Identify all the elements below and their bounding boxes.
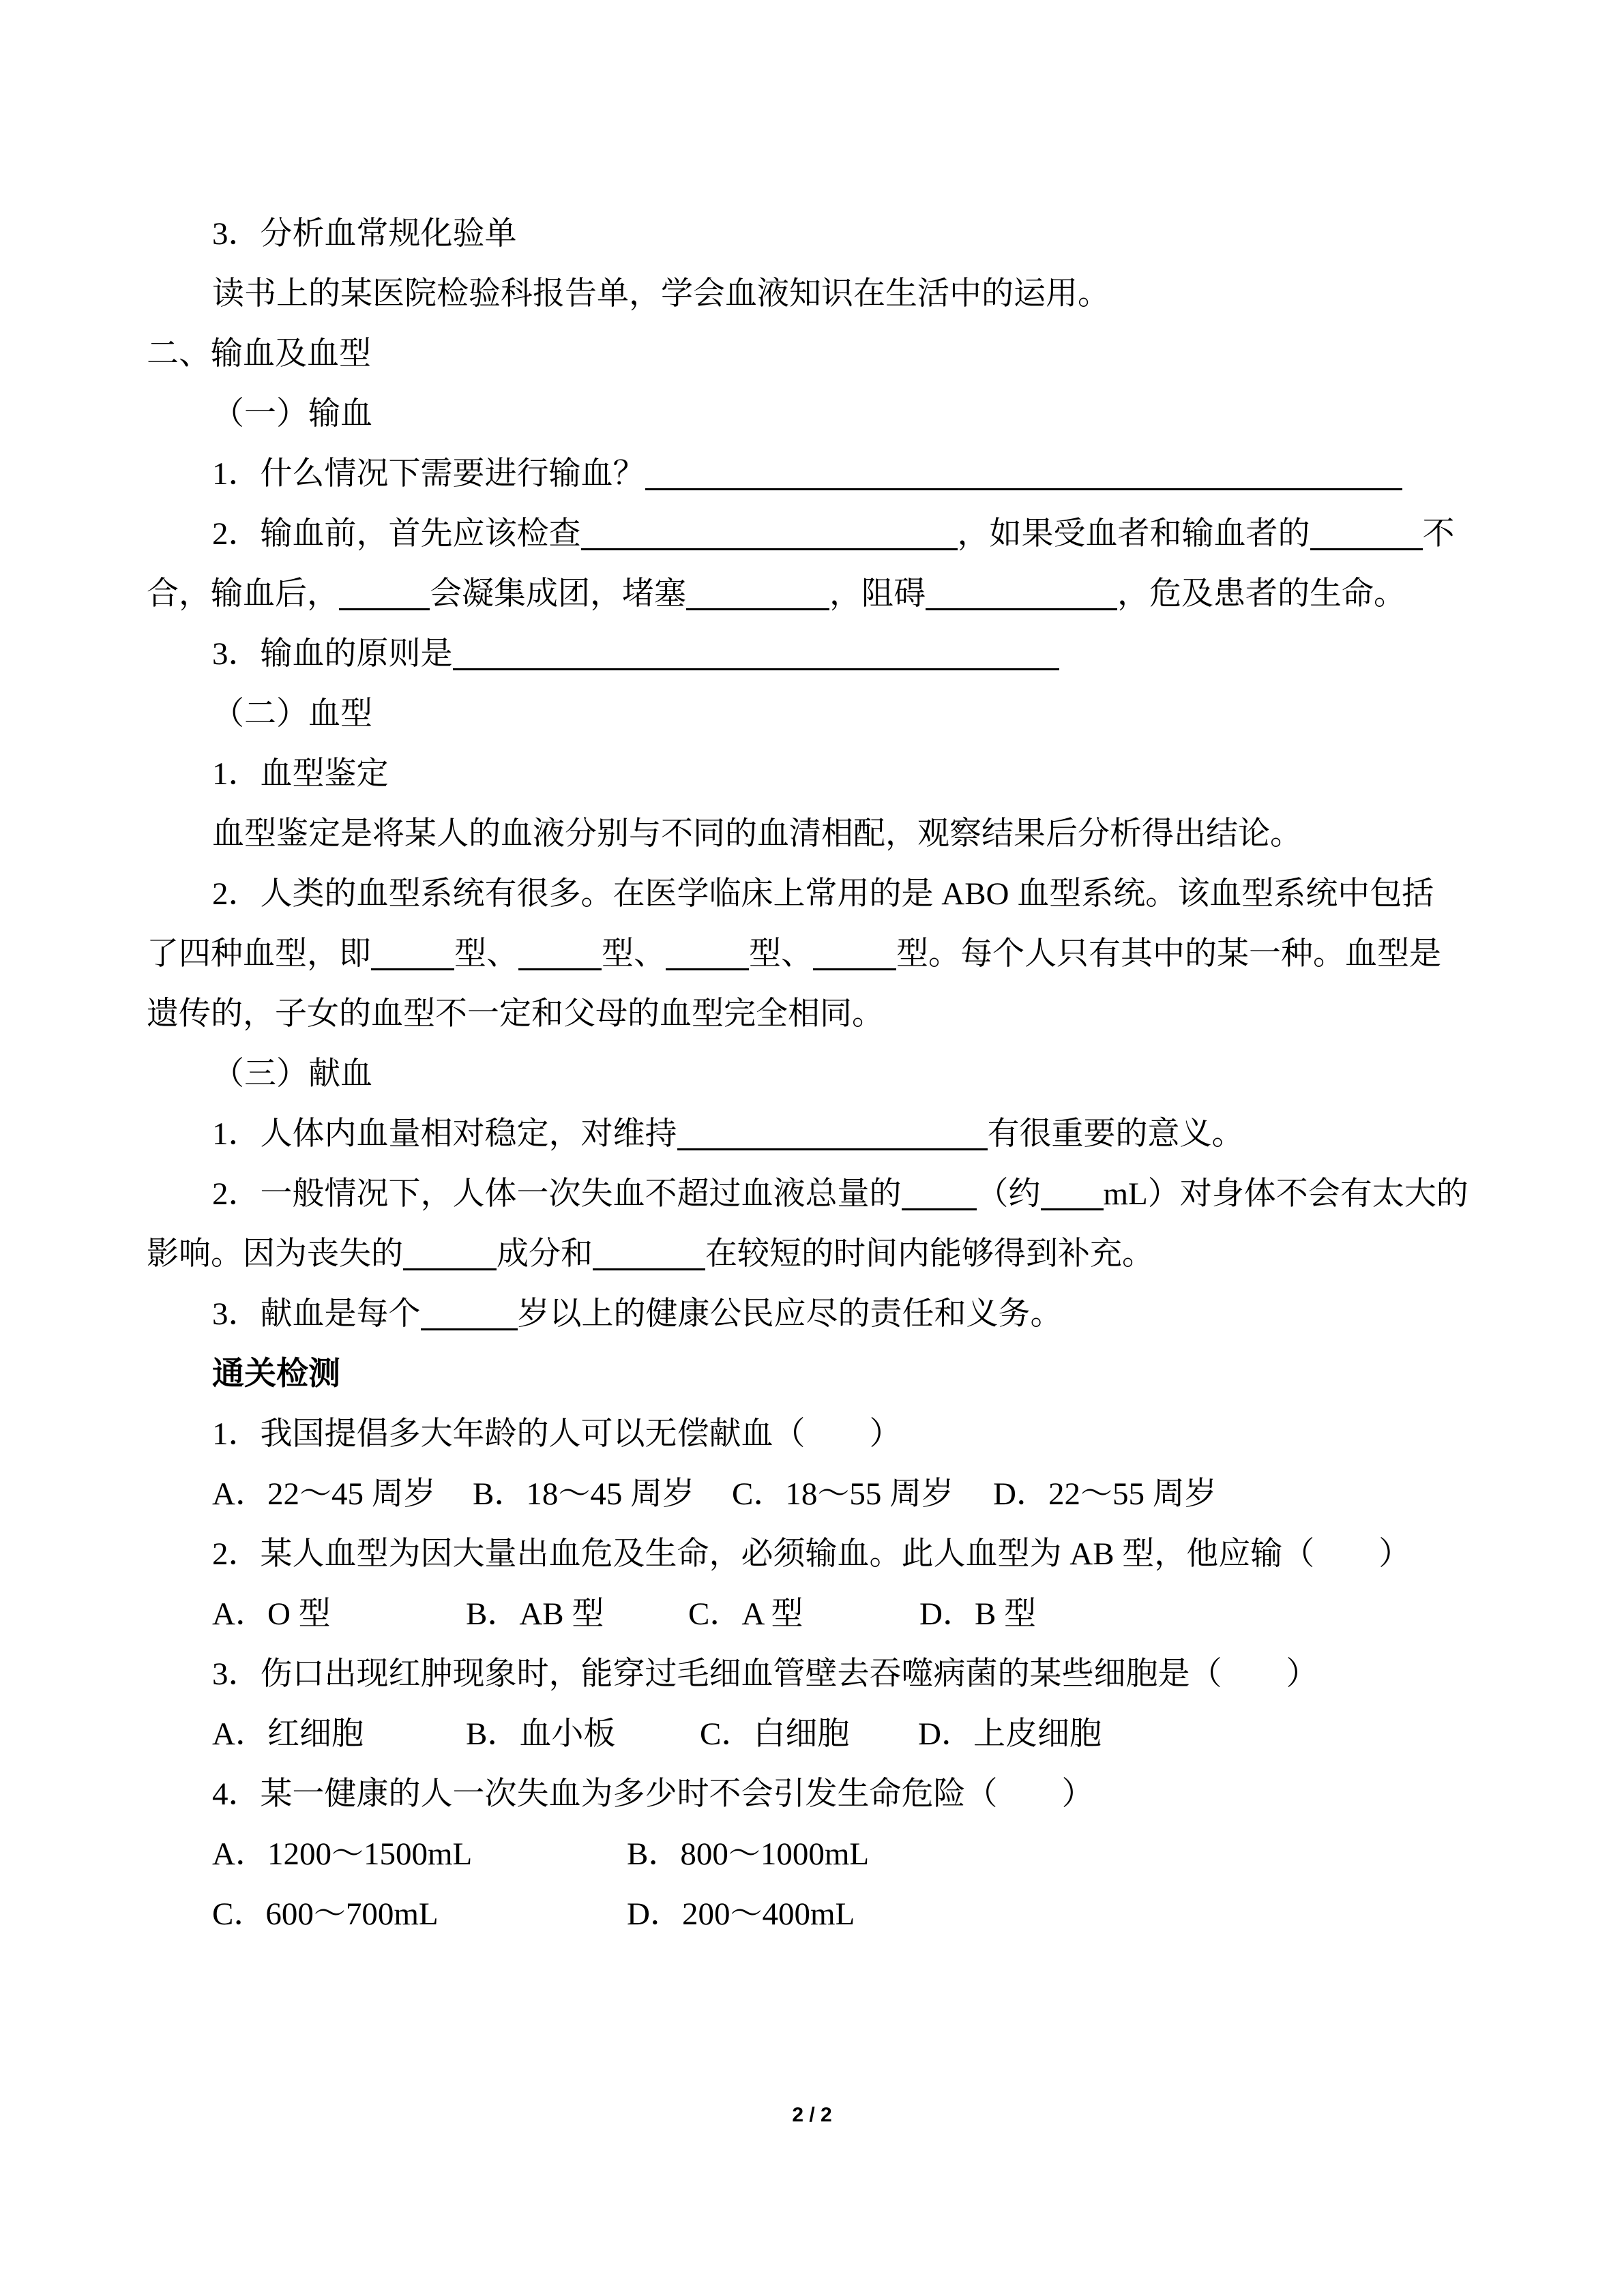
option-c: C．白细胞 xyxy=(700,1716,850,1752)
question-text: 成分和 xyxy=(497,1236,593,1272)
paragraph-text: 型、 xyxy=(749,936,813,972)
option-c: C．A 型 xyxy=(688,1596,803,1632)
paragraph-text: 型。每个人只有其中的某一种。血型是 xyxy=(896,936,1441,972)
question-text: 1．人体内血量相对稳定，对维持 xyxy=(212,1116,677,1152)
blood-report-item-title: 3．分析血常规化验单 xyxy=(212,216,517,252)
quiz-question-2-options xyxy=(147,1584,1477,1644)
answer-blank xyxy=(813,941,896,970)
option-a: A．O 型 xyxy=(212,1596,331,1632)
option-c: C．18～55 周岁 xyxy=(732,1476,954,1512)
blood-report-item-text: 读书上的某医院检验科报告单，学会血液知识在生活中的运用。 xyxy=(212,276,1110,312)
transfusion-question-1 xyxy=(147,444,1477,504)
donation-subtitle: （三）献血 xyxy=(212,1056,372,1092)
question-text: 2．一般情况下，人体一次失血不超过血液总量的 xyxy=(212,1176,902,1212)
quiz-question-3-stem: 3．伤口出现红肿现象时，能穿过毛细血管壁去吞噬病菌的某些细胞是（ ） xyxy=(212,1656,1318,1692)
quiz-question-2-stem: 2．某人血型为因大量出血危及生命，必须输血。此人血型为 AB 型，他应输（ ） xyxy=(212,1536,1411,1572)
answer-blank xyxy=(1041,1181,1104,1210)
answer-blank xyxy=(593,1241,705,1270)
option-d: D．B 型 xyxy=(919,1596,1037,1632)
option-a: A．1200～1500mL xyxy=(212,1836,473,1872)
transfusion-question-3 xyxy=(147,624,1477,684)
answer-blank xyxy=(581,521,958,550)
answer-blank xyxy=(339,581,430,610)
question-text: 不 xyxy=(1422,516,1455,552)
answer-blank xyxy=(686,581,829,610)
question-text: （约 xyxy=(976,1176,1041,1212)
blood-type-item-2-line-3: 遗传的，子女的血型不一定和父母的血型完全相同。 xyxy=(147,996,884,1032)
question-text: 在较短的时间内能够得到补充。 xyxy=(705,1236,1154,1272)
section-two-title: 二、输血及血型 xyxy=(147,336,371,372)
donation-item-2-line-2 xyxy=(147,1224,1477,1284)
blood-type-subtitle: （二）血型 xyxy=(212,696,372,732)
answer-blank xyxy=(1310,521,1423,550)
paragraph-text: 了四种血型，即 xyxy=(147,936,371,972)
quiz-question-4-options-row-2 xyxy=(147,1884,1477,1944)
question-text: 有很重要的意义。 xyxy=(987,1116,1244,1152)
answer-blank xyxy=(902,1181,977,1210)
option-d: D．22～55 周岁 xyxy=(993,1476,1217,1512)
question-text: mL）对身体不会有太大的 xyxy=(1103,1176,1468,1212)
question-text: ，危及患者的生命。 xyxy=(1117,576,1406,612)
quiz-title: 通关检测 xyxy=(212,1356,340,1392)
option-c: C．600～700mL xyxy=(212,1896,439,1932)
blood-type-item-1-text: 血型鉴定是将某人的血液分别与不同的血清相配，观察结果后分析得出结论。 xyxy=(212,816,1302,852)
answer-blank xyxy=(666,941,749,970)
page-content xyxy=(147,204,1477,1944)
question-text: 2．输血前，首先应该检查 xyxy=(212,516,581,552)
question-text: 会凝集成团，堵塞 xyxy=(430,576,686,612)
option-d: D．200～400mL xyxy=(627,1896,855,1932)
transfusion-question-2-line-2 xyxy=(147,564,1477,624)
answer-blank xyxy=(403,1241,497,1270)
answer-blank xyxy=(926,581,1117,610)
donation-item-2-line-1 xyxy=(147,1164,1477,1224)
quiz-question-3-options xyxy=(147,1704,1477,1764)
paragraph-text: 型、 xyxy=(454,936,518,972)
question-text: 3．献血是每个 xyxy=(212,1296,421,1332)
answer-blank xyxy=(453,641,1059,670)
question-text: 3．输血的原则是 xyxy=(212,636,453,672)
blood-type-item-2-line-1: 2．人类的血型系统有很多。在医学临床上常用的是 ABO 血型系统。该血型系统中包括 xyxy=(212,876,1434,912)
transfusion-question-2-line-1 xyxy=(147,504,1477,564)
paragraph-text: 型、 xyxy=(602,936,666,972)
option-b: B．18～45 周岁 xyxy=(473,1476,695,1512)
answer-blank xyxy=(645,461,1402,490)
blood-type-item-2-line-2 xyxy=(147,924,1477,984)
quiz-question-4-stem: 4．某一健康的人一次失血为多少时不会引发生命危险（ ） xyxy=(212,1776,1094,1812)
donation-item-3 xyxy=(147,1284,1477,1344)
question-text: ，阻碍 xyxy=(829,576,926,612)
question-text: 合，输血后， xyxy=(147,576,339,612)
option-b: B．血小板 xyxy=(466,1716,616,1752)
question-text: 1．什么情况下需要进行输血？ xyxy=(212,456,645,492)
option-a: A．22～45 周岁 xyxy=(212,1476,436,1512)
answer-blank xyxy=(371,941,454,970)
donation-item-1 xyxy=(147,1104,1477,1164)
question-text: 岁以上的健康公民应尽的责任和义务。 xyxy=(517,1296,1063,1332)
option-b: B．800～1000mL xyxy=(627,1836,870,1872)
quiz-question-1-stem: 1．我国提倡多大年龄的人可以无偿献血（ ） xyxy=(212,1416,902,1452)
quiz-question-4-options-row-1 xyxy=(147,1824,1477,1884)
option-d: D．上皮细胞 xyxy=(918,1716,1102,1752)
transfusion-subtitle: （一）输血 xyxy=(212,396,372,432)
question-text: ，如果受血者和输血者的 xyxy=(957,516,1310,552)
answer-blank xyxy=(518,941,602,970)
option-b: B．AB 型 xyxy=(466,1596,604,1632)
question-text: 影响。因为丧失的 xyxy=(147,1236,403,1272)
answer-blank xyxy=(421,1301,518,1330)
option-a: A．红细胞 xyxy=(212,1716,364,1752)
answer-blank xyxy=(677,1121,988,1150)
page-number: 2 / 2 xyxy=(792,2104,832,2126)
quiz-question-1-options xyxy=(147,1464,1477,1524)
blood-type-item-1-title: 1．血型鉴定 xyxy=(212,756,389,792)
